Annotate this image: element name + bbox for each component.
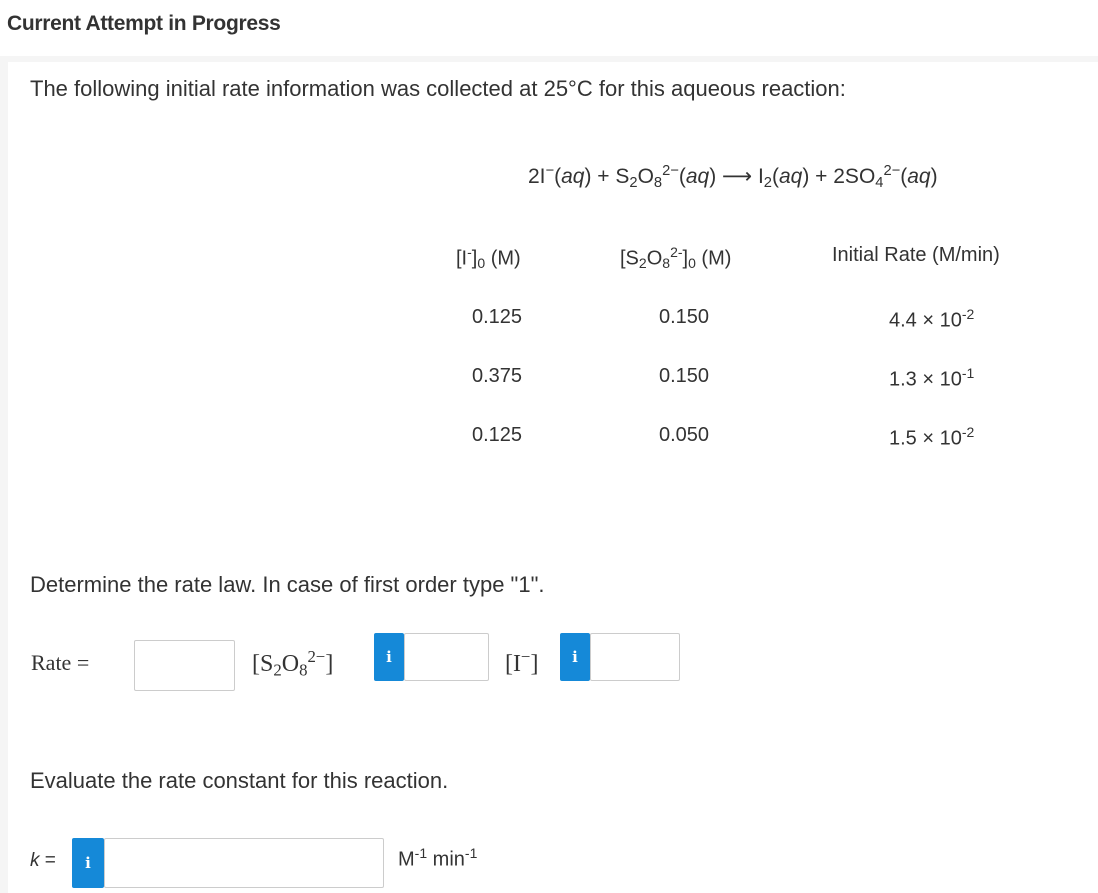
cell-rate: $4.4 \times 10^{-2}$ (889, 306, 975, 332)
iodide-concentration-term: [I−] (505, 647, 539, 678)
cell-iodide: 0.375 (472, 365, 523, 387)
reaction-equation: $2I^-(aq) + S_2O_8^{2-}(aq)$ ⟶ $I_2(aq) + 2SO_4^{2-}(aq)$ (528, 163, 938, 191)
column-header-rate: Initial Rate (M/min) (832, 244, 1000, 266)
k-label: k = (30, 850, 56, 871)
cell-rate: $1.5 \times 10^{-2}$ (889, 424, 975, 450)
persulfate-concentration-term: $[S_2O_8^{2-}]$ (252, 647, 334, 680)
rate-constant-input[interactable] (134, 640, 235, 691)
info-icon[interactable]: i (72, 838, 104, 888)
cell-persulfate: 0.150 (659, 306, 710, 328)
header-title: Current Attempt in Progress (7, 12, 281, 35)
column-header-persulfate: $[S_2O_8^{2-}]_0$ (M) (620, 244, 732, 272)
rate-label: Rate = (31, 650, 90, 675)
rate-constant-prompt: Evaluate the rate constant for this reaction. (30, 768, 449, 793)
column-header-iodide: $[I^-]_0$ (M) (456, 244, 521, 272)
attempt-header (0, 0, 1098, 56)
rate-law-prompt: Determine the rate law. In case of first order type "1". (30, 572, 545, 597)
cell-iodide: 0.125 (472, 424, 523, 446)
info-icon[interactable]: i (374, 633, 404, 681)
cell-persulfate: 0.050 (659, 424, 710, 446)
rate-constant-value-input[interactable] (104, 838, 384, 888)
rate-constant-unit: $M^{-1}$ $\min^{-1}$ (398, 845, 478, 871)
cell-persulfate: 0.150 (659, 365, 710, 387)
iodide-order-input[interactable] (590, 633, 680, 681)
cell-rate: $1.3 \times 10^{-1}$ (889, 365, 975, 391)
info-icon[interactable]: i (560, 633, 590, 681)
persulfate-order-input[interactable] (404, 633, 489, 681)
question-intro: The following initial rate information was collected at 25°C for this aqueous reaction: (30, 76, 846, 101)
cell-iodide: 0.125 (472, 306, 523, 328)
